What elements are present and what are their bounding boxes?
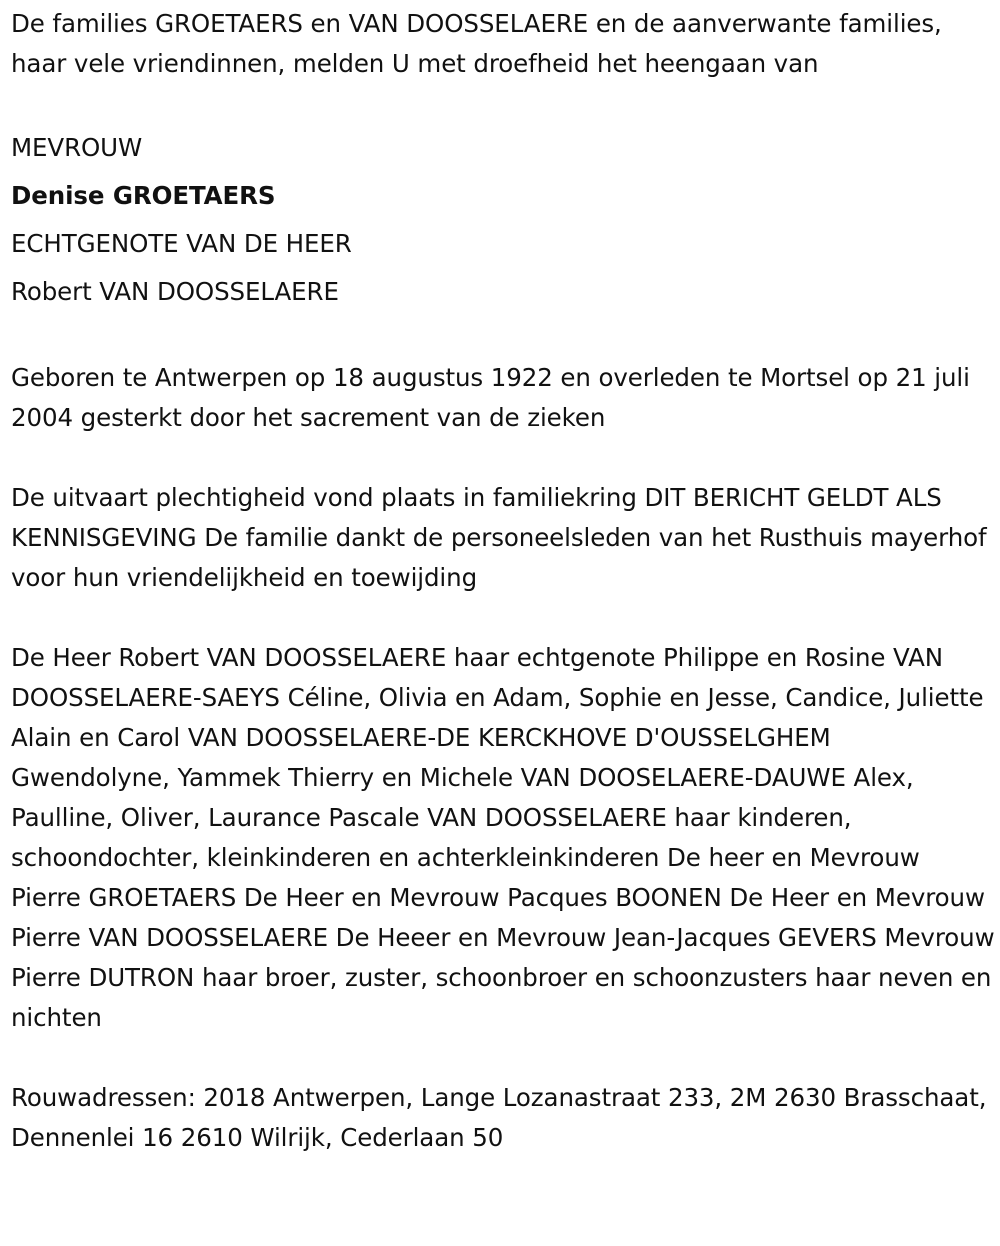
addresses-paragraph: Rouwadressen: 2018 Antwerpen, Lange Lozanastraat 233, 2M 2630 Brasschaat, Dennenlei 16 2610 Wilrijk, Cederlaan 50 [11,1083,987,1152]
honorific-title: MEVROUW [11,133,143,162]
funeral-paragraph: De uitvaart plechtigheid vond plaats in familiekring DIT BERICHT GELDT ALS KENNISGEVING De familie dankt de personeelsleden van het Rusthuis mayerhof voor hun vriendelijkheid en toewijding [11,483,987,592]
relation-line: ECHTGENOTE VAN DE HEER [11,229,352,258]
intro-paragraph: De families GROETAERS en VAN DOOSSELAERE en de aanverwante families, haar vele vriendinnen, melden U met droefheid het heengaan van [11,9,942,78]
obituary-notice [11,4,995,1158]
paragraph-spacer [11,598,995,638]
paragraph-spacer [11,438,995,478]
deceased-name: Denise GROETAERS [11,181,276,210]
deceased-identity [11,124,995,316]
spouse-name: Robert VAN DOOSSELAERE [11,277,339,306]
family-paragraph: De Heer Robert VAN DOOSSELAERE haar echtgenote Philippe en Rosine VAN DOOSSELAERE-SAEYS Céline, Olivia en Adam, Sophie en Jesse, Candice, Juliette Alain en Carol VAN DOOSSELAERE-DE KERCKHOVE D'OUSSELGHEM Gwendolyne, Yammek Thierry en Michele VAN DOOSELAERE-DAUWE Alex, Paulline, Oliver, Laurance Pascale VAN DOOSSELAERE haar kinderen, schoondochter, kleinkinderen en achterkleinkinderen De heer en Mevrouw Pierre GROETAERS De Heer en Mevrouw Pacques BOONEN De Heer en Mevrouw Pierre VAN DOOSSELAERE De Heeer en Mevrouw Jean-Jacques GEVERS Mevrouw Pierre DUTRON haar broer, zuster, schoonbroer en schoonzusters haar neven en nichten [11,643,995,1032]
paragraph-spacer [11,1038,995,1078]
birth-death-paragraph: Geboren te Antwerpen op 18 augustus 1922 en overleden te Mortsel op 21 juli 2004 gesterkt door het sacrement van de zieken [11,363,970,432]
